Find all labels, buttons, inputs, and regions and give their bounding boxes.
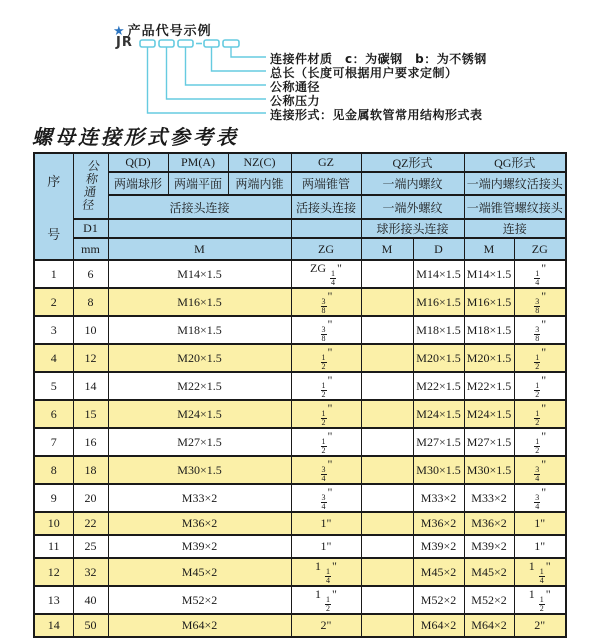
cell-dn-mm: 6 bbox=[73, 260, 108, 288]
cell-gz-zg: $\frac{3}{4}$ " bbox=[291, 484, 361, 512]
cell-dn-mm: 32 bbox=[73, 558, 108, 586]
table-row bbox=[34, 512, 566, 535]
cell-qz-m bbox=[361, 456, 413, 484]
header-row-5 bbox=[34, 238, 566, 260]
cell-m-thread: M27×1.5 bbox=[108, 428, 291, 456]
cell-qz-d: M24×1.5 bbox=[413, 400, 464, 428]
cell-qg-m: M22×1.5 bbox=[464, 372, 514, 400]
cell-qg-m: M20×1.5 bbox=[464, 344, 514, 372]
diagram-label-material: 连接件材质 c：为碳钢 b：为不锈钢 bbox=[270, 52, 487, 66]
cell-gz-zg: 1" bbox=[291, 535, 361, 558]
header-qg-desc2: 一端锥管螺纹接头 bbox=[464, 195, 566, 219]
cell-qz-d: M30×1.5 bbox=[413, 456, 464, 484]
fraction: $\frac{3}{4}$ bbox=[535, 465, 540, 483]
header-qg-zg: ZG bbox=[514, 238, 566, 260]
cell-qg-zg: 1" bbox=[514, 512, 566, 535]
cell-qz-m bbox=[361, 614, 413, 637]
cell-qg-zg: $\frac{3}{4}$ " bbox=[514, 456, 566, 484]
cell-qz-d: M14×1.5 bbox=[413, 260, 464, 288]
fraction: $\frac{1}{2}$ bbox=[535, 437, 540, 455]
cell-dn-mm: 12 bbox=[73, 344, 108, 372]
cell-dn-mm: 16 bbox=[73, 428, 108, 456]
cell-dn-mm: 10 bbox=[73, 316, 108, 344]
table-row bbox=[34, 400, 566, 428]
fraction: $\frac{1}{4}$ bbox=[539, 567, 544, 585]
cell-serial: 3 bbox=[34, 316, 73, 344]
nominal-diameter-char: 通 bbox=[82, 185, 97, 199]
fraction: $\frac{1}{2}$ bbox=[321, 409, 326, 427]
cell-qz-m bbox=[361, 372, 413, 400]
header-gz-zg: ZG bbox=[291, 238, 361, 260]
header-pm-desc: 两端平面 bbox=[168, 172, 228, 195]
cell-serial: 11 bbox=[34, 535, 73, 558]
code-box bbox=[159, 40, 174, 47]
cell-gz-zg: $\frac{1}{2}$ " bbox=[291, 400, 361, 428]
code-prefix: JR bbox=[116, 35, 133, 50]
cell-qg-zg: 2" bbox=[514, 614, 566, 637]
cell-qz-m bbox=[361, 586, 413, 614]
cell-m-thread: M45×2 bbox=[108, 558, 291, 586]
header-q-desc: 两端球形 bbox=[108, 172, 168, 195]
cell-dn-mm: 25 bbox=[73, 535, 108, 558]
table-header bbox=[34, 153, 566, 260]
table-row bbox=[34, 484, 566, 512]
cell-m-thread: M24×1.5 bbox=[108, 400, 291, 428]
serial-char-2: 号 bbox=[47, 226, 61, 242]
cell-gz-zg: 2" bbox=[291, 614, 361, 637]
cell-qz-d: M20×1.5 bbox=[413, 344, 464, 372]
cell-qz-m bbox=[361, 558, 413, 586]
diagram-label-diameter: 公称通径 bbox=[270, 80, 321, 94]
header-qg-m: M bbox=[464, 238, 514, 260]
cell-serial: 4 bbox=[34, 344, 73, 372]
fraction: $\frac{3}{8}$ bbox=[535, 297, 540, 315]
cell-m-thread: M20×1.5 bbox=[108, 344, 291, 372]
cell-gz-zg: $\frac{3}{4}$ " bbox=[291, 456, 361, 484]
cell-qz-m bbox=[361, 512, 413, 535]
cell-qg-zg: 1 $\frac{1}{2}$ " bbox=[514, 586, 566, 614]
code-box bbox=[140, 40, 155, 47]
header-row-4 bbox=[34, 219, 566, 238]
cell-qg-m: M24×1.5 bbox=[464, 400, 514, 428]
cell-qg-m: M14×1.5 bbox=[464, 260, 514, 288]
table-row bbox=[34, 260, 566, 288]
cell-qg-zg: $\frac{1}{4}$ " bbox=[514, 260, 566, 288]
table-row bbox=[34, 614, 566, 637]
cell-qz-m bbox=[361, 400, 413, 428]
diagram-label-connection: 连接形式：见金属软管常用结构形式表 bbox=[270, 108, 483, 122]
table-row bbox=[34, 316, 566, 344]
cell-gz-zg: 1" bbox=[291, 512, 361, 535]
table-row bbox=[34, 428, 566, 456]
header-empty-left bbox=[108, 219, 291, 238]
nominal-diameter-char: 称 bbox=[84, 172, 99, 186]
header-qz-connection: 球形接头连接 bbox=[361, 219, 464, 238]
cell-qg-m: M64×2 bbox=[464, 614, 514, 637]
cell-dn-mm: 20 bbox=[73, 484, 108, 512]
header-pm-a: PM(A) bbox=[168, 153, 228, 172]
fraction: $\frac{3}{8}$ bbox=[535, 325, 540, 343]
cell-qg-zg: 1 $\frac{1}{4}$ " bbox=[514, 558, 566, 586]
nominal-diameter-char: 公 bbox=[86, 159, 101, 173]
table-body bbox=[34, 260, 566, 637]
fraction: $\frac{3}{8}$ bbox=[321, 297, 326, 315]
code-box bbox=[178, 40, 193, 47]
header-row-3 bbox=[34, 195, 566, 219]
serial-char-1: 序 bbox=[47, 173, 61, 189]
cell-serial: 10 bbox=[34, 512, 73, 535]
cell-qg-m: M33×2 bbox=[464, 484, 514, 512]
cell-serial: 7 bbox=[34, 428, 73, 456]
fraction: $\frac{1}{2}$ bbox=[321, 353, 326, 371]
header-nominal-diameter bbox=[73, 153, 108, 219]
cell-serial: 13 bbox=[34, 586, 73, 614]
fraction: $\frac{1}{2}$ bbox=[321, 437, 326, 455]
cell-dn-mm: 40 bbox=[73, 586, 108, 614]
cell-gz-zg: ZG $\frac{1}{4}$ " bbox=[291, 260, 361, 288]
table-row bbox=[34, 456, 566, 484]
header-qz-form: QZ形式 bbox=[361, 153, 464, 172]
header-d1: D1 bbox=[73, 219, 108, 238]
header-qg-form: QG形式 bbox=[464, 153, 566, 172]
cell-qg-zg: $\frac{1}{2}$ " bbox=[514, 344, 566, 372]
cell-qg-m: M30×1.5 bbox=[464, 456, 514, 484]
header-nz-desc: 两端内锥 bbox=[228, 172, 291, 195]
cell-qz-d: M18×1.5 bbox=[413, 316, 464, 344]
cell-m-thread: M14×1.5 bbox=[108, 260, 291, 288]
cell-dn-mm: 18 bbox=[73, 456, 108, 484]
cell-serial: 12 bbox=[34, 558, 73, 586]
header-qg-desc1: 一端内螺纹活接头 bbox=[464, 172, 566, 195]
cell-qg-m: M36×2 bbox=[464, 512, 514, 535]
cell-qg-m: M52×2 bbox=[464, 586, 514, 614]
cell-gz-zg: $\frac{3}{8}$ " bbox=[291, 316, 361, 344]
fraction: $\frac{1}{2}$ bbox=[539, 595, 544, 613]
header-qg-connection: 连接 bbox=[464, 219, 566, 238]
cell-qz-d: M33×2 bbox=[413, 484, 464, 512]
product-code-heading-text: 产品代号示例 bbox=[127, 24, 212, 39]
cell-serial: 5 bbox=[34, 372, 73, 400]
header-row-2 bbox=[34, 172, 566, 195]
header-qz-d: D bbox=[413, 238, 464, 260]
cell-qg-zg: $\frac{3}{8}$ " bbox=[514, 288, 566, 316]
fraction: $\frac{1}{2}$ bbox=[326, 595, 331, 613]
cell-serial: 14 bbox=[34, 614, 73, 637]
cell-qg-m: M39×2 bbox=[464, 535, 514, 558]
cell-qz-m bbox=[361, 428, 413, 456]
cell-m-thread: M52×2 bbox=[108, 586, 291, 614]
cell-qg-zg: 1" bbox=[514, 535, 566, 558]
cell-qz-d: M36×2 bbox=[413, 512, 464, 535]
table-row bbox=[34, 344, 566, 372]
cell-m-thread: M64×2 bbox=[108, 614, 291, 637]
table-row bbox=[34, 288, 566, 316]
cell-gz-zg: $\frac{1}{2}$ " bbox=[291, 372, 361, 400]
cell-qg-m: M18×1.5 bbox=[464, 316, 514, 344]
fraction: $\frac{1}{4}$ bbox=[326, 567, 331, 585]
cell-dn-mm: 8 bbox=[73, 288, 108, 316]
diagram-label-pressure: 公称压力 bbox=[270, 94, 321, 108]
fraction: $\frac{1}{2}$ bbox=[535, 381, 540, 399]
header-serial-text bbox=[35, 171, 73, 243]
connector-line bbox=[231, 47, 266, 57]
fraction: $\frac{1}{2}$ bbox=[535, 409, 540, 427]
cell-qz-d: M22×1.5 bbox=[413, 372, 464, 400]
cell-qz-d: M27×1.5 bbox=[413, 428, 464, 456]
table-row bbox=[34, 558, 566, 586]
cell-qg-m: M16×1.5 bbox=[464, 288, 514, 316]
cell-qg-m: M45×2 bbox=[464, 558, 514, 586]
header-qz-desc2: 一端外螺纹 bbox=[361, 195, 464, 219]
fraction: $\frac{1}{2}$ bbox=[535, 353, 540, 371]
fraction: $\frac{1}{4}$ bbox=[535, 269, 540, 287]
cell-dn-mm: 22 bbox=[73, 512, 108, 535]
fraction: $\frac{1}{2}$ bbox=[321, 381, 326, 399]
header-gz-connection: 活接头连接 bbox=[291, 195, 361, 219]
table-row bbox=[34, 372, 566, 400]
connector-line bbox=[167, 47, 267, 99]
cell-qg-zg: $\frac{3}{4}$ " bbox=[514, 484, 566, 512]
cell-qz-m bbox=[361, 535, 413, 558]
cell-m-thread: M36×2 bbox=[108, 512, 291, 535]
cell-qz-m bbox=[361, 344, 413, 372]
header-q-d: Q(D) bbox=[108, 153, 168, 172]
cell-m-thread: M30×1.5 bbox=[108, 456, 291, 484]
cell-dn-mm: 14 bbox=[73, 372, 108, 400]
header-serial bbox=[34, 153, 73, 260]
cell-qz-m bbox=[361, 288, 413, 316]
header-gz-desc: 两端锥管 bbox=[291, 172, 361, 195]
diagram-label-length: 总长（长度可根据用户要求定制） bbox=[270, 66, 458, 80]
header-m-wide: M bbox=[108, 238, 291, 260]
cell-qg-zg: $\frac{1}{2}$ " bbox=[514, 400, 566, 428]
connector-line bbox=[186, 47, 267, 85]
cell-serial: 6 bbox=[34, 400, 73, 428]
cell-qz-d: M39×2 bbox=[413, 535, 464, 558]
fraction: $\frac{3}{4}$ bbox=[535, 493, 540, 511]
cell-dn-mm: 15 bbox=[73, 400, 108, 428]
table-title: 螺母连接形式参考表 bbox=[32, 125, 239, 149]
header-nominal-diameter-text bbox=[73, 160, 108, 212]
cell-qg-zg: $\frac{1}{2}$ " bbox=[514, 428, 566, 456]
header-qz-m: M bbox=[361, 238, 413, 260]
cell-m-thread: M16×1.5 bbox=[108, 288, 291, 316]
header-nz-c: NZ(C) bbox=[228, 153, 291, 172]
cell-qz-m bbox=[361, 316, 413, 344]
cell-serial: 2 bbox=[34, 288, 73, 316]
cell-serial: 1 bbox=[34, 260, 73, 288]
cell-gz-zg: $\frac{3}{8}$ " bbox=[291, 288, 361, 316]
header-empty-gz bbox=[291, 219, 361, 238]
header-row-1 bbox=[34, 153, 566, 172]
cell-qz-d: M52×2 bbox=[413, 586, 464, 614]
cell-m-thread: M22×1.5 bbox=[108, 372, 291, 400]
code-box bbox=[204, 40, 219, 47]
star-icon: ★ bbox=[113, 24, 126, 39]
cell-gz-zg: 1 $\frac{1}{4}$ " bbox=[291, 558, 361, 586]
cell-qz-m bbox=[361, 484, 413, 512]
connector-line bbox=[212, 47, 267, 71]
cell-serial: 9 bbox=[34, 484, 73, 512]
cell-dn-mm: 50 bbox=[73, 614, 108, 637]
cell-m-thread: M33×2 bbox=[108, 484, 291, 512]
cell-qg-zg: $\frac{3}{8}$ " bbox=[514, 316, 566, 344]
cell-m-thread: M18×1.5 bbox=[108, 316, 291, 344]
fraction: $\frac{3}{8}$ bbox=[321, 325, 326, 343]
cell-qz-d: M16×1.5 bbox=[413, 288, 464, 316]
nominal-diameter-char: 径 bbox=[80, 198, 95, 212]
reference-table bbox=[33, 152, 567, 638]
fraction: $\frac{1}{4}$ bbox=[331, 269, 336, 287]
cell-qz-d: M45×2 bbox=[413, 558, 464, 586]
cell-gz-zg: $\frac{1}{2}$ " bbox=[291, 428, 361, 456]
cell-qg-zg: $\frac{1}{2}$ " bbox=[514, 372, 566, 400]
cell-gz-zg: $\frac{1}{2}$ " bbox=[291, 344, 361, 372]
header-union-connection: 活接头连接 bbox=[108, 195, 291, 219]
cell-gz-zg: 1 $\frac{1}{2}$ " bbox=[291, 586, 361, 614]
fraction: $\frac{3}{4}$ bbox=[321, 465, 326, 483]
cell-serial: 8 bbox=[34, 456, 73, 484]
cell-qz-m bbox=[361, 260, 413, 288]
cell-qz-d: M64×2 bbox=[413, 614, 464, 637]
cell-qg-m: M27×1.5 bbox=[464, 428, 514, 456]
header-gz: GZ bbox=[291, 153, 361, 172]
cell-m-thread: M39×2 bbox=[108, 535, 291, 558]
table-row bbox=[34, 586, 566, 614]
header-mm: mm bbox=[73, 238, 108, 260]
fraction: $\frac{3}{4}$ bbox=[321, 493, 326, 511]
code-box bbox=[223, 40, 239, 47]
header-qz-desc1: 一端内螺纹 bbox=[361, 172, 464, 195]
table-row bbox=[34, 535, 566, 558]
